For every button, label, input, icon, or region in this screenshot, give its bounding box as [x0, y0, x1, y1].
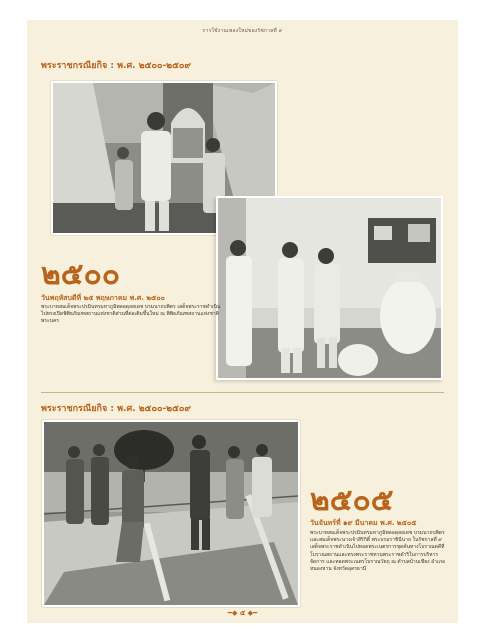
entry-year-2500: ๒๕๐๐: [41, 257, 121, 292]
section-title-2: พระราชกรณียกิจ : พ.ศ. ๒๕๐๐-๒๕๐๙: [41, 404, 192, 414]
entry-caption-2505: พระบาทสมเด็จพระปรมินทรมหาภูมิพลอดุลยเดช บรมนาถบพิตร และสมเด็จพระนางเจ้าสิริกิติ์ พระบรมราชินีนาถ ในรัชกาลที่ ๙ เสด็จพระราชดำเนินไปทอดพระเนตรการขุดค้นทางโบราณคดีที่โบราณสถานและทรงพระราชทานพระราชดำริในการบริหารจัดการ และทอดพระเนตรโบราณวัตถุ ณ ตำบลบ้านเชียง อำเภอหนองหาน จังหวัดอุดรธานี: [310, 530, 445, 573]
photo-museum-image: [218, 198, 441, 378]
section-title-1: พระราชกรณียกิจ : พ.ศ. ๒๕๐๐-๒๕๐๙: [41, 61, 192, 71]
photo-excavation: [42, 420, 300, 607]
photo-museum: [216, 196, 443, 380]
page-number-left-ornament: ━◆: [227, 609, 240, 617]
page-number-right-ornament: ◆━: [245, 609, 258, 617]
document-page: [27, 20, 458, 623]
photo-excavation-image: [44, 422, 298, 605]
entry-date-2505: วันจันทร์ที่ ๑๙ มีนาคม พ.ศ. ๒๕๐๕: [310, 519, 417, 527]
page-number: [27, 608, 458, 619]
entry-caption-2500: พระบาทสมเด็จพระปรมินทรมหาภูมิพลอดุลยเดช บรมนาถบพิตร เสด็จพระราชดำเนินไปทรงเปิดพิพิธภัณฑสถานแห่งชาติส่วนที่ต่อเติมขึ้นใหม่ ณ พิพิธภัณฑสถานแห่งชาติ พระนคร: [41, 304, 221, 325]
section-divider: [41, 392, 444, 393]
page-number-value: ๕: [239, 609, 246, 617]
entry-date-2500: วันพฤหัสบดีที่ ๒๕ พฤษภาคม พ.ศ. ๒๕๐๐: [41, 294, 165, 302]
entry-year-2505: ๒๕๐๕: [310, 483, 394, 518]
running-header: การใช้งานเพลงใหม่ของรัชกาลที่ ๙: [202, 28, 283, 34]
